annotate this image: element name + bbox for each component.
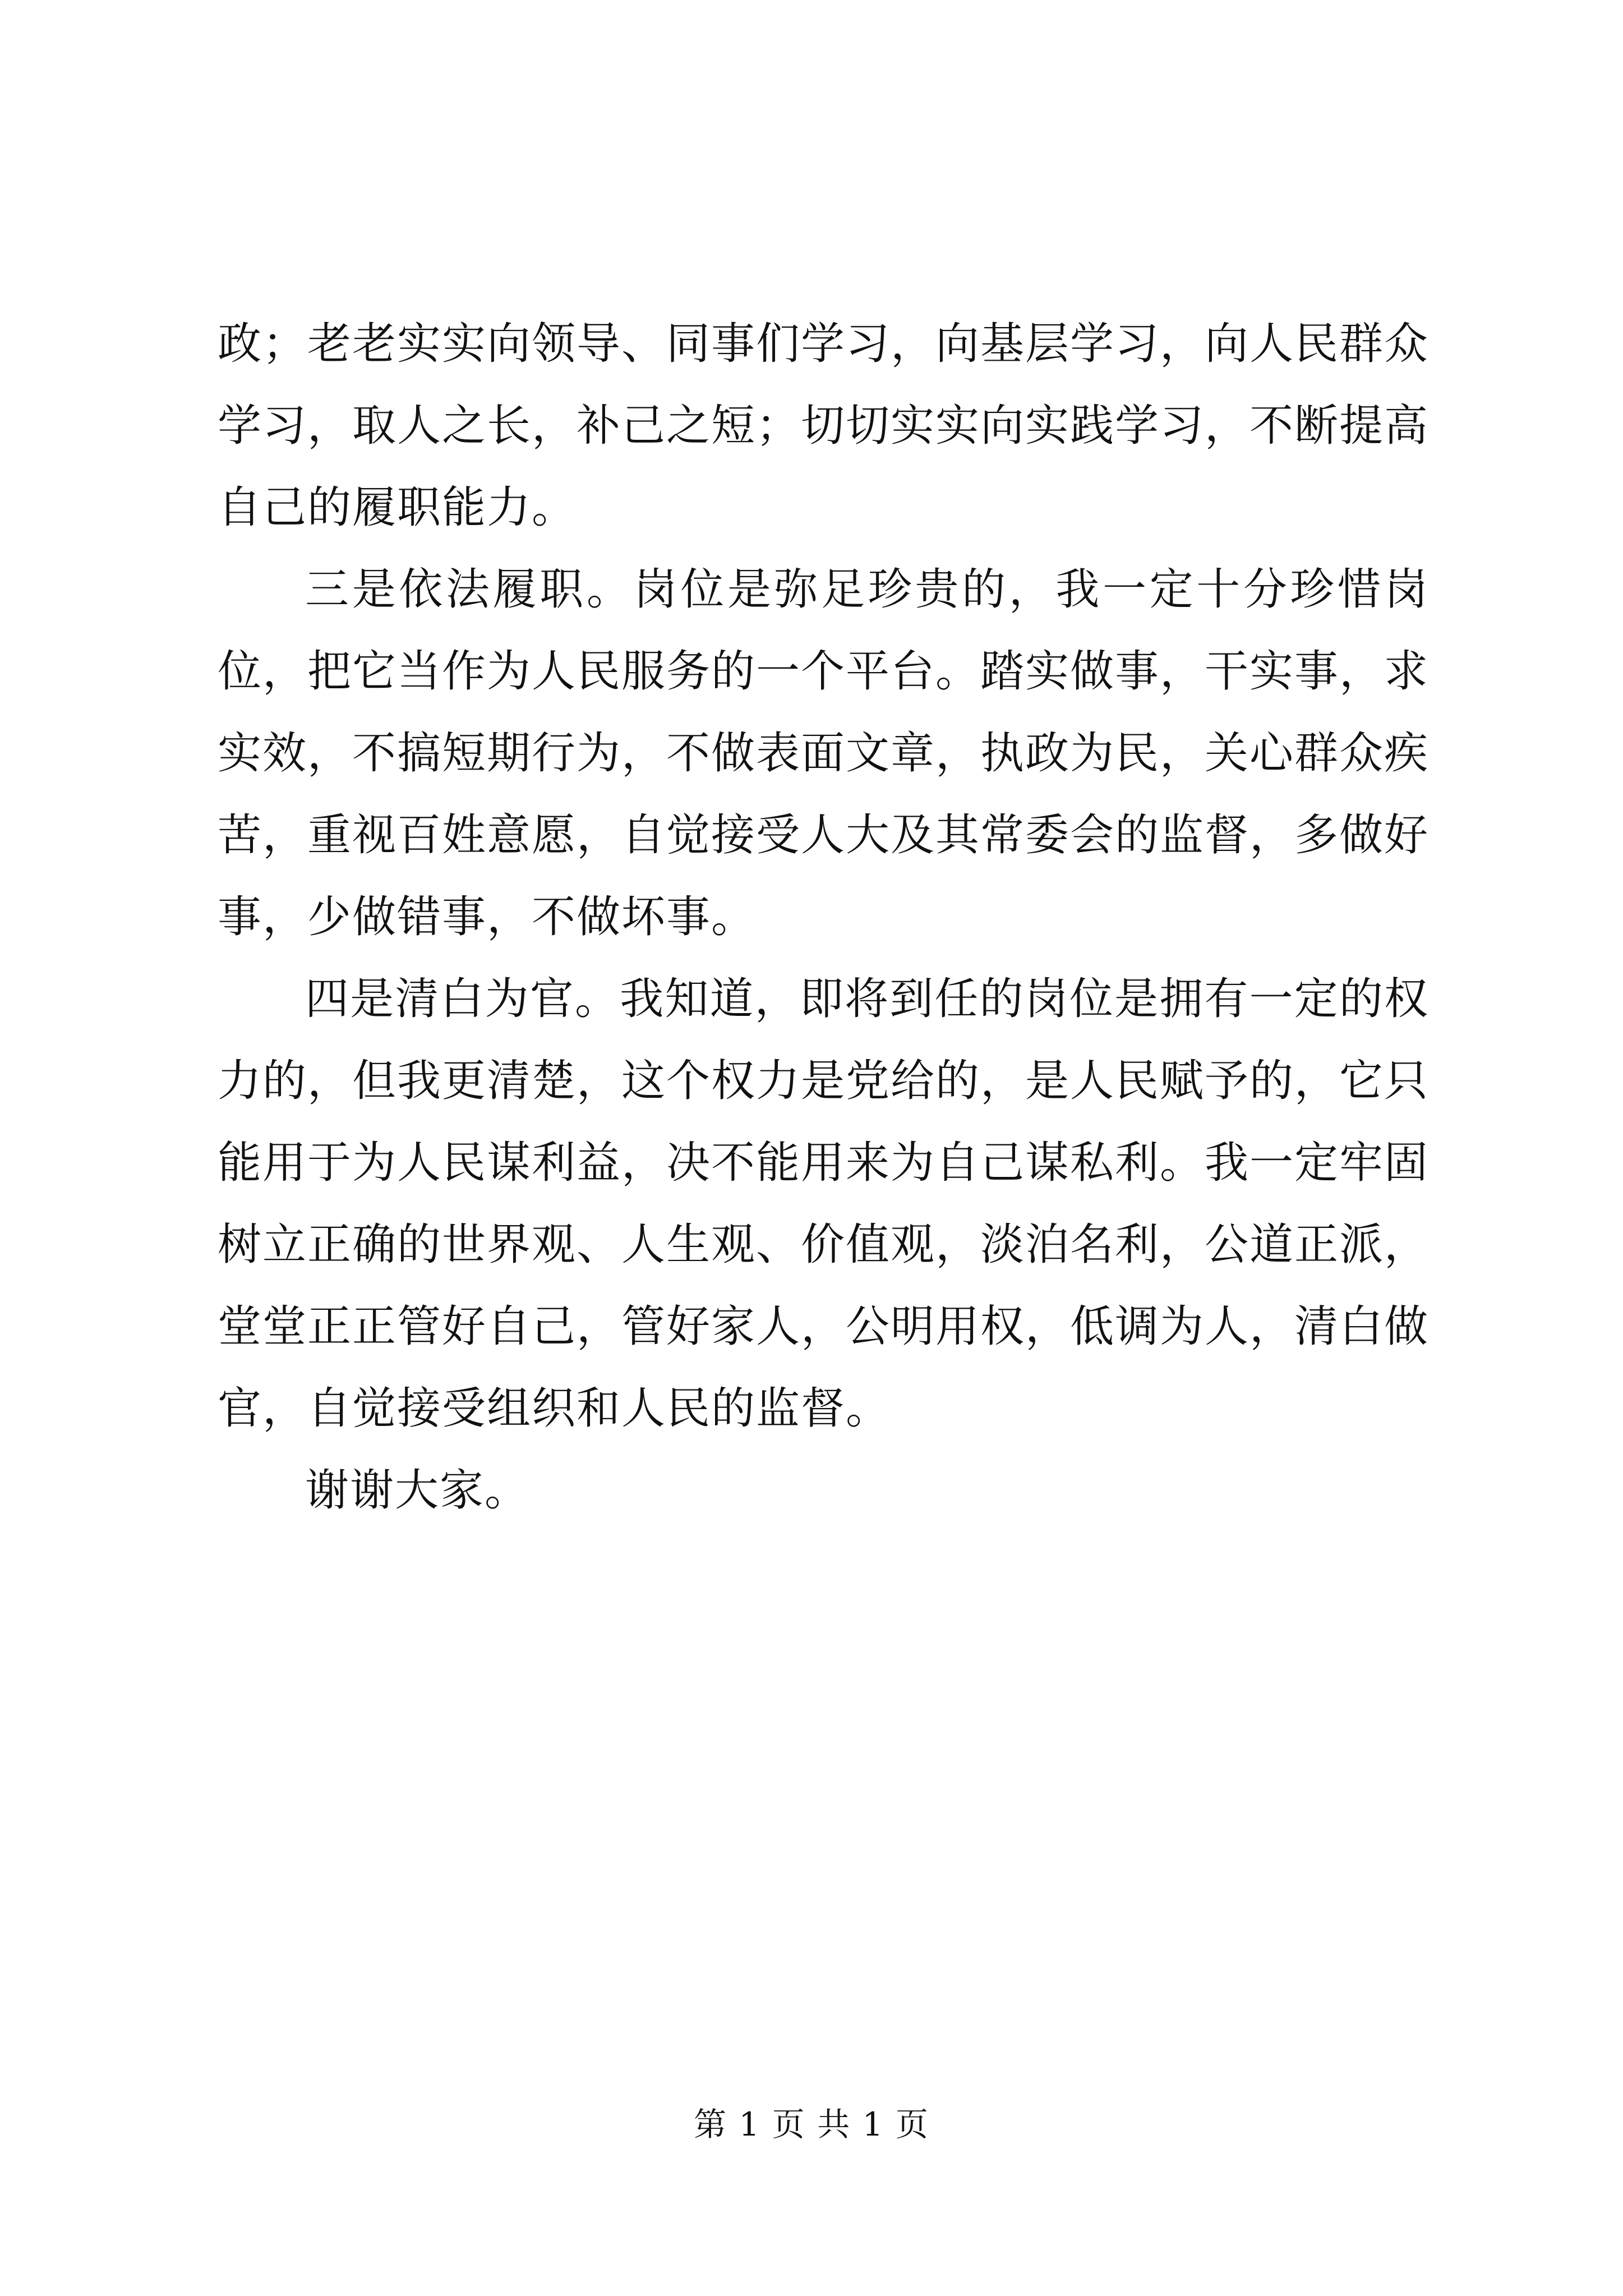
paragraph-lawful-duty: 三是依法履职。岗位是弥足珍贵的，我一定十分珍惜岗位，把它当作为人民服务的一个平台。踏实做事，干实事，求实效，不搞短期行为，不做表面文章，执政为民，关心群众疾苦，重视百姓意愿，自觉接受人大及其常委会的监督，多做好事，少做错事，不做坏事。	[218, 564, 1430, 942]
paragraph-continuation: 政；老老实实向领导、同事们学习，向基层学习，向人民群众学习，取人之长，补己之短；切切实实向实践学习，不断提高自己的履职能力。	[218, 319, 1430, 533]
paragraph-thanks: 谢谢大家。	[305, 1465, 530, 1516]
body-text	[218, 303, 1429, 1531]
page-footer: 第 1 页 共 1 页	[694, 2105, 929, 2143]
paragraph-clean-official: 四是清白为官。我知道，即将到任的岗位是拥有一定的权力的，但我更清楚，这个权力是党给的，是人民赋予的，它只能用于为人民谋利益，决不能用来为自己谋私利。我一定牢固树立正确的世界观、人生观、价值观，淡泊名利，公道正派，堂堂正正管好自己，管好家人，公明用权，低调为人，清白做官，自觉接受组织和人民的监督。	[218, 974, 1430, 1434]
